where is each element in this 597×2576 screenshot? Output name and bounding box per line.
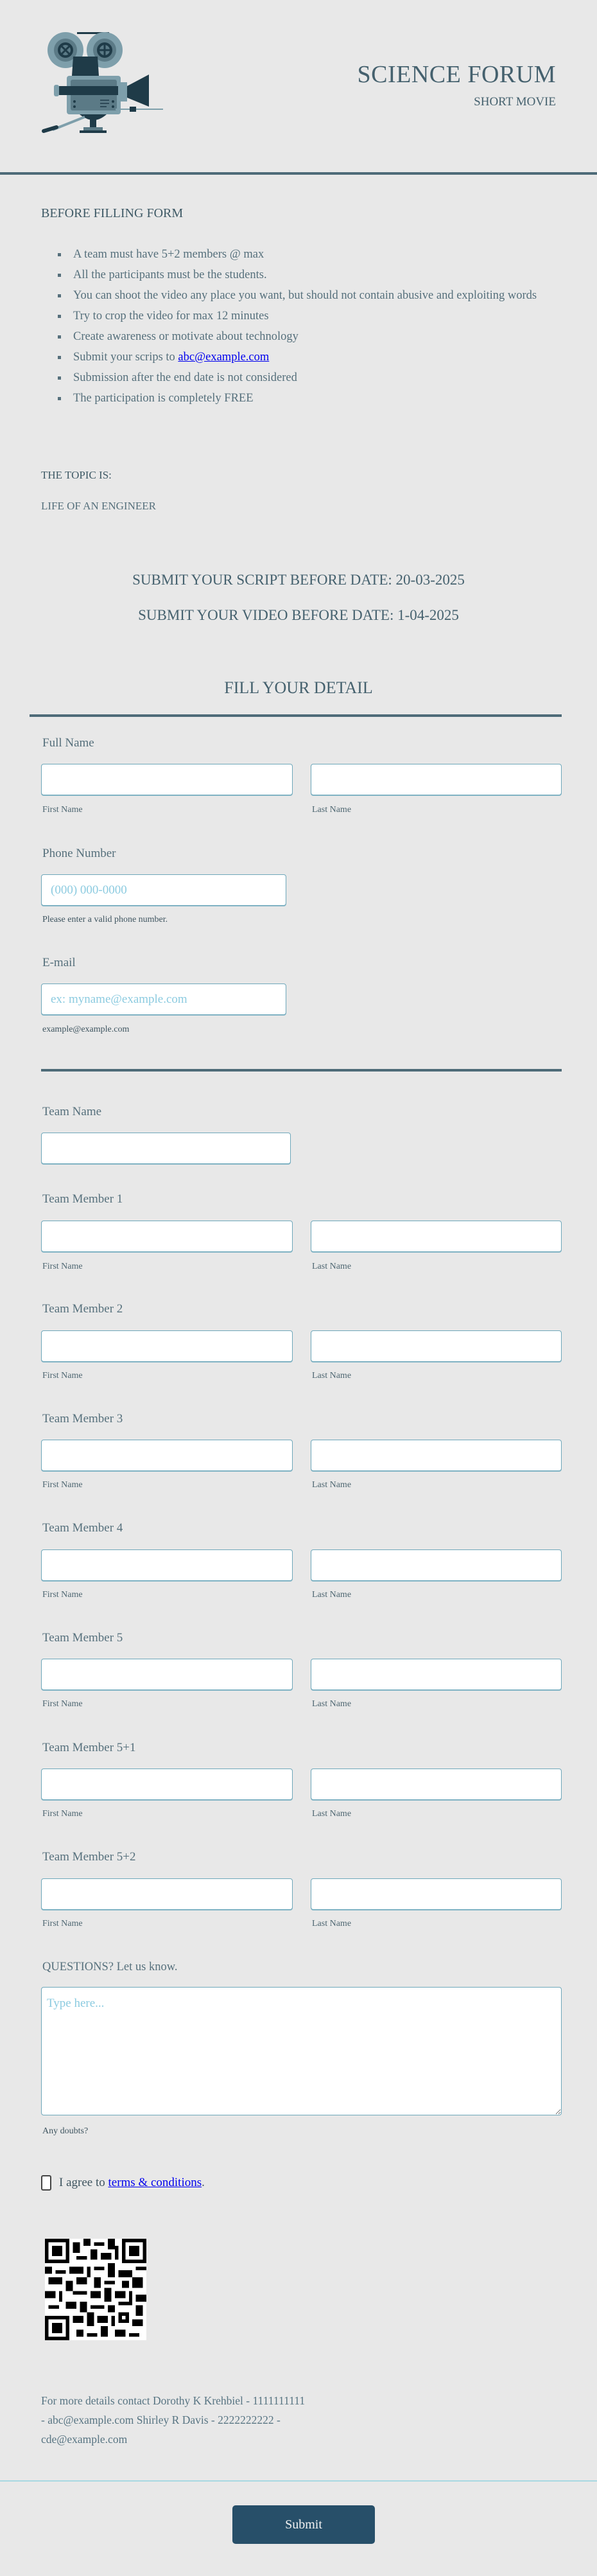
member-last-sublabel: Last Name	[312, 1699, 352, 1709]
topic-value: LIFE OF AN ENGINEER	[41, 500, 156, 512]
footer-divider	[0, 2480, 597, 2482]
email-label: E-mail	[42, 956, 76, 969]
member-last-sublabel: Last Name	[312, 1371, 352, 1381]
terms-checkbox[interactable]	[41, 2175, 51, 2191]
video-deadline: SUBMIT YOUR VIDEO BEFORE DATE: 1-04-2025	[138, 607, 459, 623]
member-first-name-input[interactable]	[41, 1549, 293, 1581]
email-help: example@example.com	[42, 1025, 130, 1034]
questions-help: Any doubts?	[42, 2126, 89, 2136]
form-divider	[30, 714, 562, 717]
team-name-input[interactable]	[41, 1133, 291, 1164]
member-first-sublabel: First Name	[42, 1480, 83, 1490]
terms-prefix: I agree to	[59, 2176, 108, 2189]
team-member-label: Team Member 3	[42, 1412, 123, 1425]
member-first-sublabel: First Name	[42, 1590, 83, 1600]
phone-label: Phone Number	[42, 847, 116, 860]
first-name-sublabel: First Name	[42, 805, 83, 815]
phone-help: Please enter a valid phone number.	[42, 915, 168, 924]
full-name-label: Full Name	[42, 736, 94, 750]
rule-item: Try to crop the video for max 12 minutes	[58, 306, 552, 326]
member-first-sublabel: First Name	[42, 1371, 83, 1381]
member-last-name-input[interactable]	[311, 1221, 562, 1252]
rule-item	[58, 347, 552, 367]
last-name-input[interactable]	[311, 764, 562, 795]
rule-item: A team must have 5+2 members @ max	[58, 244, 552, 265]
rules-list	[58, 244, 552, 409]
member-first-name-input[interactable]	[41, 1878, 293, 1910]
terms-row	[41, 2175, 205, 2191]
member-last-sublabel: Last Name	[312, 1480, 352, 1490]
member-last-sublabel: Last Name	[312, 1262, 352, 1271]
member-first-sublabel: First Name	[42, 1699, 83, 1709]
rule-item: You can shoot the video any place you want, but should not contain abusive and exploiting words	[58, 285, 552, 306]
member-last-sublabel: Last Name	[312, 1919, 352, 1928]
topic-heading: THE TOPIC IS:	[41, 469, 112, 481]
member-last-sublabel: Last Name	[312, 1590, 352, 1600]
member-last-name-input[interactable]	[311, 1549, 562, 1581]
member-first-sublabel: First Name	[42, 1809, 83, 1819]
member-last-sublabel: Last Name	[312, 1809, 352, 1819]
phone-input[interactable]	[41, 874, 286, 906]
team-member-label: Team Member 5+2	[42, 1850, 136, 1864]
contact-info: For more details contact Dorothy K Krehbiel - 1111111111 - abc@example.com Shirley R Davis - 2222222222 - cde@example.com	[41, 2394, 306, 2446]
page-subtitle: SHORT MOVIE	[474, 95, 556, 109]
last-name-sublabel: Last Name	[312, 805, 352, 815]
member-first-name-input[interactable]	[41, 1769, 293, 1800]
rule-item: All the participants must be the students.	[58, 265, 552, 285]
member-last-name-input[interactable]	[311, 1659, 562, 1690]
team-member-label: Team Member 5+1	[42, 1741, 136, 1754]
team-name-label: Team Name	[42, 1105, 102, 1118]
rule-text: Submit your scrips to	[73, 351, 178, 364]
terms-link[interactable]: terms & conditions	[108, 2176, 202, 2189]
member-first-name-input[interactable]	[41, 1659, 293, 1690]
header-divider	[0, 172, 597, 175]
form-heading: FILL YOUR DETAIL	[224, 678, 373, 697]
member-first-name-input[interactable]	[41, 1330, 293, 1362]
rule-item: Create awareness or motivate about technology	[58, 326, 552, 347]
section-divider	[41, 1069, 562, 1072]
submit-email-link[interactable]: abc@example.com	[178, 351, 270, 364]
member-last-name-input[interactable]	[311, 1440, 562, 1471]
page-title: SCIENCE FORUM	[357, 61, 556, 88]
movie-camera-icon	[40, 31, 166, 136]
member-last-name-input[interactable]	[311, 1330, 562, 1362]
member-first-sublabel: First Name	[42, 1919, 83, 1928]
team-member-label: Team Member 1	[42, 1192, 123, 1206]
member-last-name-input[interactable]	[311, 1769, 562, 1800]
script-deadline: SUBMIT YOUR SCRIPT BEFORE DATE: 20-03-2025	[132, 572, 465, 588]
rule-item: Submission after the end date is not considered	[58, 367, 552, 388]
rule-item: The participation is completely FREE	[58, 388, 552, 409]
questions-textarea[interactable]	[41, 1987, 562, 2115]
terms-suffix: .	[202, 2176, 205, 2189]
email-input[interactable]	[41, 984, 286, 1015]
member-first-name-input[interactable]	[41, 1221, 293, 1252]
member-first-name-input[interactable]	[41, 1440, 293, 1471]
team-member-label: Team Member 5	[42, 1631, 123, 1645]
team-member-label: Team Member 2	[42, 1302, 123, 1316]
team-member-label: Team Member 4	[42, 1521, 123, 1535]
submit-button[interactable]: Submit	[232, 2505, 375, 2544]
member-first-sublabel: First Name	[42, 1262, 83, 1271]
rules-heading: BEFORE FILLING FORM	[41, 206, 184, 220]
header-logo	[40, 31, 166, 136]
first-name-input[interactable]	[41, 764, 293, 795]
qr-code-icon	[45, 2239, 146, 2340]
member-last-name-input[interactable]	[311, 1878, 562, 1910]
questions-label: QUESTIONS? Let us know.	[42, 1961, 178, 1973]
